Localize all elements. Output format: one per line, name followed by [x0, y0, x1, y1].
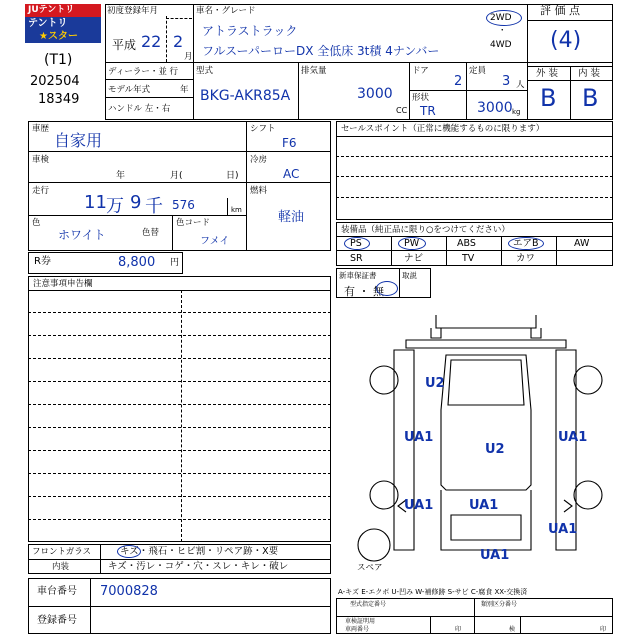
- class-label: 類別区分番号: [481, 601, 518, 608]
- drive-4wd: 4WD: [490, 40, 512, 50]
- notes-box: [28, 276, 331, 542]
- type-label: 型式: [196, 66, 214, 76]
- grade: フルスーパーローDX 全低床 3t積 4ナンバー: [202, 44, 440, 58]
- inspection-label: 車検: [32, 155, 50, 165]
- ac-label: 冷房: [250, 155, 268, 165]
- mileage-man: 11: [84, 192, 107, 213]
- damage-legend: A-キズ E-エクボ U-凹み W-補修跡 S-サビ C-腐食 XX-交換済: [338, 588, 528, 596]
- sales-label: セールスポイント（正常に機能するものに限ります）: [341, 124, 545, 134]
- equip-ps: PS: [350, 238, 362, 249]
- chassis-label: 車台番号: [37, 586, 77, 597]
- displacement-label: 排気量: [301, 66, 327, 76]
- circle-airbag: [508, 237, 544, 250]
- reg-label: 登録番号: [37, 615, 77, 626]
- logo-line1: JUテントリ: [25, 4, 101, 17]
- interior-value: キズ・汚レ・コゲ・穴・スレ・キレ・破レ: [108, 561, 289, 572]
- damage-ua1-left: UA1: [404, 430, 434, 445]
- displacement: 3000: [357, 86, 393, 102]
- rear-bed-outline: [431, 328, 541, 338]
- score-label: 評 価 点: [540, 4, 580, 17]
- recycle-box: [28, 252, 183, 274]
- fuel-label: 燃料: [250, 186, 268, 196]
- equip-pw: PW: [404, 238, 420, 249]
- load: 3000: [477, 100, 513, 116]
- shift: F6: [282, 136, 297, 150]
- shape-label: 形状: [412, 93, 430, 103]
- people-unit: 人: [516, 80, 525, 90]
- warranty-value: 有 ・ 無: [344, 285, 384, 298]
- exterior-label: 外 装: [536, 68, 559, 79]
- usage-label: 車歴: [32, 124, 50, 134]
- warranty-label: 新車保証書: [339, 271, 377, 280]
- inspection-month: 月(: [170, 171, 183, 181]
- type-value: BKG-AKR85A: [200, 88, 291, 104]
- color-code-label: 色コード: [176, 218, 211, 228]
- model-year-label: モデル年式: [108, 85, 151, 95]
- shift-label: シフト: [250, 124, 276, 134]
- equip-navi: ナビ: [404, 253, 424, 264]
- reg-year: 22: [141, 32, 162, 51]
- spare-label: スペア: [357, 563, 383, 573]
- cab-windshield: [451, 515, 521, 540]
- spare-tire: [358, 529, 390, 561]
- damage-ua1-right: UA1: [558, 430, 588, 445]
- auction-date: 202504: [30, 74, 80, 89]
- fuel: 軽油: [278, 210, 305, 225]
- type-id-label: 型式指定番号: [350, 601, 387, 608]
- exterior-grade: B: [540, 84, 557, 112]
- interior-label: 内 装: [578, 68, 601, 79]
- mileage-sen: 9: [130, 192, 142, 213]
- color-change-label: 色替: [142, 228, 160, 238]
- damage-u2-bed: U2: [485, 442, 505, 457]
- interior-grade: B: [582, 84, 599, 112]
- inspection-year: 年: [116, 171, 126, 181]
- sen-unit: 千: [145, 196, 163, 217]
- yen-unit: 円: [170, 258, 180, 268]
- chassis-number: 7000828: [100, 584, 158, 599]
- recycle-label: R券: [34, 256, 51, 267]
- first-reg-label: 初度登録年月: [107, 6, 159, 16]
- mileage-rest: 576: [172, 198, 195, 212]
- damage-u2-rear: U2: [425, 376, 445, 391]
- rear-bumper: [436, 315, 536, 328]
- rear-right-wheel: [574, 366, 602, 394]
- check-1: 検: [509, 626, 516, 633]
- circle-scratch: [117, 545, 141, 558]
- capacity: 3: [502, 74, 511, 89]
- logo-line2: テントリ: [25, 17, 101, 30]
- month-unit: 月: [184, 52, 193, 62]
- cc-unit: CC: [396, 106, 408, 115]
- notes-label: 注意事項申告欄: [33, 279, 93, 289]
- damage-ua1-left-front: UA1: [404, 498, 434, 513]
- windshield-value: キズ・飛石・ヒビ割・リペア跡・X要: [120, 546, 279, 557]
- car-name-label: 車名・グレード: [196, 6, 256, 16]
- lot-code: (T1): [44, 52, 73, 68]
- windshield-label: フロントガラス: [32, 547, 91, 557]
- equip-leather: カワ: [516, 253, 536, 264]
- equip-airbag: エアB: [513, 238, 539, 249]
- man-unit: 万: [106, 196, 124, 217]
- handle-label: ハンドル 左・右: [108, 104, 171, 114]
- mileage-label: 走行: [32, 186, 50, 196]
- seal-2: 印: [600, 626, 607, 633]
- shape: TR: [420, 104, 436, 118]
- door-label: ドア: [412, 66, 429, 76]
- seal-1: 印: [455, 626, 462, 633]
- circle-none: [376, 281, 398, 296]
- doors: 2: [454, 74, 463, 89]
- circle-pw: [398, 237, 426, 250]
- drive-dot: ・: [498, 26, 507, 36]
- km-unit: km: [231, 206, 242, 214]
- bed-inner: [448, 360, 524, 405]
- auction-number: 18349: [38, 92, 80, 107]
- capacity-label: 定員: [469, 66, 487, 76]
- manual-label: 取説: [402, 271, 417, 280]
- right-mirror: [564, 500, 572, 512]
- inspection-day: 日): [226, 171, 239, 181]
- color-label: 色: [32, 218, 41, 228]
- damage-ua1-right-front: UA1: [548, 522, 578, 537]
- era: 平成: [112, 38, 137, 52]
- equip-aw: AW: [574, 238, 590, 249]
- model-year-unit: 年: [180, 85, 189, 95]
- kg-unit: kg: [512, 108, 521, 116]
- interior-label: 内装: [52, 562, 70, 572]
- drive-2wd: 2WD: [490, 13, 512, 23]
- circle-ps: [344, 237, 370, 250]
- equip-sr: SR: [350, 253, 363, 264]
- equip-abs: ABS: [457, 238, 476, 249]
- check-label2: 車両番号: [345, 626, 370, 633]
- logo: [25, 4, 101, 44]
- damage-ua1-bumper: UA1: [480, 548, 510, 563]
- recycle-value: 8,800: [118, 255, 156, 270]
- dealer-label: ディーラー・並 行: [108, 67, 179, 77]
- bed-top: [441, 355, 531, 490]
- equip-tv: TV: [462, 253, 475, 264]
- score: (4): [550, 28, 582, 53]
- logo-line3: ★スター: [25, 30, 101, 43]
- ac: AC: [283, 167, 300, 181]
- bed-rear-gate: [406, 340, 566, 348]
- color: ホワイト: [58, 228, 106, 242]
- car-name: アトラストラック: [202, 24, 298, 38]
- right-side-body: [556, 350, 576, 550]
- damage-ua1-cab: UA1: [469, 498, 499, 513]
- equip-label: 装備品（純正品に限り○をつけてください）: [341, 225, 510, 235]
- reg-month: 2: [173, 32, 184, 51]
- usage: 自家用: [54, 131, 103, 150]
- left-side-body: [394, 350, 414, 550]
- check-label: 車検証明用: [345, 618, 376, 625]
- front-right-wheel: [574, 481, 602, 509]
- color-code: フメイ: [200, 236, 230, 247]
